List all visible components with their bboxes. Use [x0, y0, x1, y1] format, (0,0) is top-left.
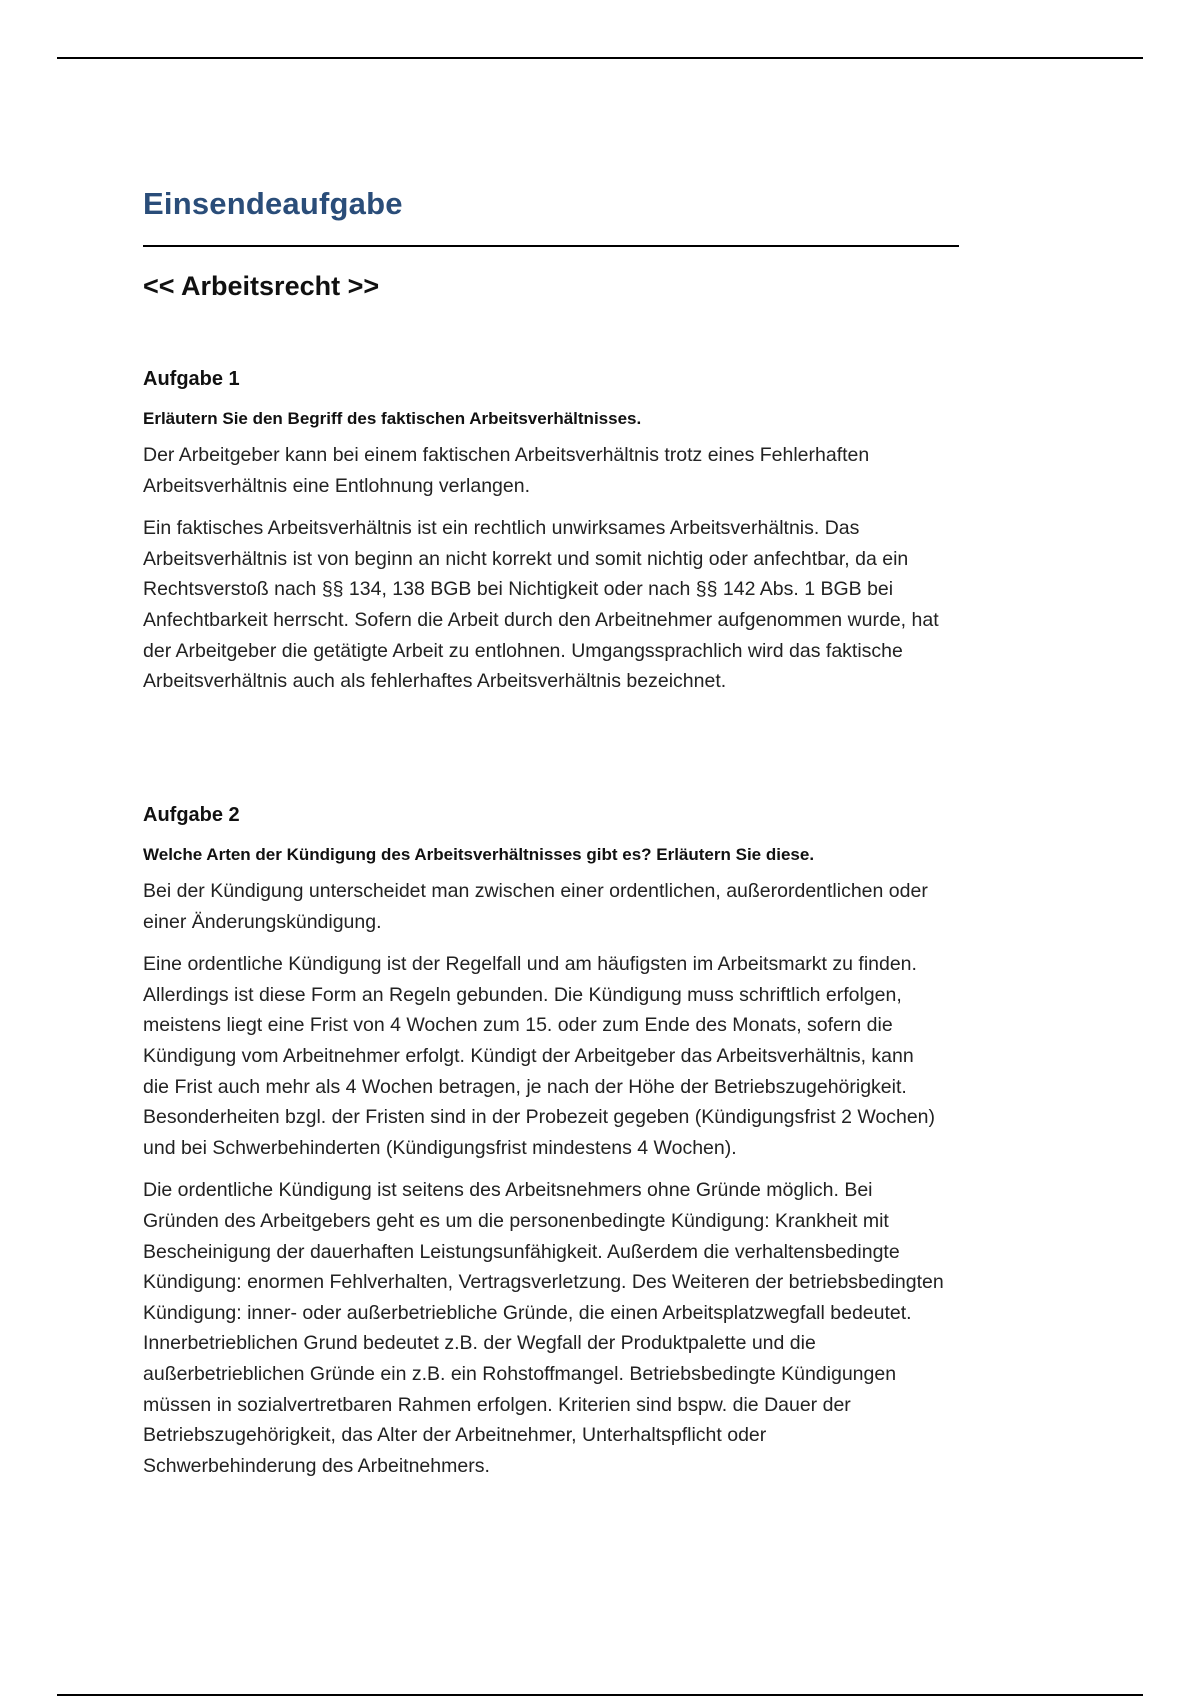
section-aufgabe-2	[143, 803, 1063, 1493]
section-heading: Aufgabe 1	[143, 368, 240, 390]
footer-rule	[57, 1694, 1143, 1696]
answer-paragraph: Bei der Kündigung unterscheidet man zwischen einer ordentlichen, außerordentlichen oder einer Änderungskündigung.	[143, 880, 928, 933]
answer-paragraph: Die ordentliche Kündigung ist seitens des Arbeitsnehmers ohne Gründe möglich. Bei Gründen des Arbeitgebers geht es um die personenbedingte Kündigung: Krankheit mit Bescheinigung der dauerhaften Leistungsunfähigkeit. Außerdem die verhaltensbedingte Kündigung: enormen Fehlverhalten, Vertragsverletzung. Des Weiteren der betriebsbedingten Kündigung: inner- oder außerbetriebliche Gründe, die einen Arbeitsplatzwegfall bedeutet. Innerbetrieblichen Grund bedeutet z.B. der Wegfall der Produktpalette und die außerbetrieblichen Gründe ein z.B. ein Rohstoffmangel. Betriebsbedingte Kündigungen müssen in sozialvertretbaren Rahmen erfolgen. Kriterien sind bspw. die Dauer der Betriebszugehörigkeit, das Alter der Arbeitnehmer, Unterhaltspflicht oder Schwerbehinderung des Arbeitnehmers.	[143, 1179, 944, 1477]
answer-paragraph: Eine ordentliche Kündigung ist der Regelfall und am häufigsten im Arbeitsmarkt zu finden. Allerdings ist diese Form an Regeln gebunden. Die Kündigung muss schriftlich erfolgen, meistens liegt eine Frist von 4 Wochen zum 15. oder zum Ende des Monats, sofern die Kündigung vom Arbeitnehmer erfolgt. Kündigt der Arbeitgeber das Arbeitsverhältnis, kann die Frist auch mehr als 4 Wochen betragen, je nach der Höhe der Betriebszugehörigkeit. Besonderheiten bzgl. der Fristen sind in der Probezeit gegeben (Kündigungsfrist 2 Wochen) und bei Schwerbehinderten (Kündigungsfrist mindestens 4 Wochen).	[143, 953, 936, 1159]
header-rule	[57, 57, 1143, 59]
section-heading: Aufgabe 2	[143, 804, 240, 826]
title-underline	[143, 245, 959, 247]
section-aufgabe-1	[143, 367, 1063, 709]
answer-paragraph: Ein faktisches Arbeitsverhältnis ist ein rechtlich unwirksames Arbeitsverhältnis. Das Arbeitsverhältnis ist von beginn an nicht korrekt und somit nichtig oder anfechtbar, da ein Rechtsverstoß nach §§ 134, 138 BGB bei Nichtigkeit oder nach §§ 142 Abs. 1 BGB bei Anfechtbarkeit herrscht. Sofern die Arbeit durch den Arbeitnehmer aufgenommen wurde, hat der Arbeitgeber die getätigte Arbeit zu entlohnen. Umgangssprachlich wird das faktische Arbeitsverhältnis auch als fehlerhaftes Arbeitsverhältnis bezeichnet.	[143, 517, 939, 693]
section-question: Welche Arten der Kündigung des Arbeitsverhältnisses gibt es? Erläutern Sie diese.	[143, 845, 815, 864]
section-question: Erläutern Sie den Begriff des faktischen Arbeitsverhältnisses.	[143, 409, 642, 428]
document-title: Einsendeaufgabe	[143, 186, 403, 221]
answer-paragraph: Der Arbeitgeber kann bei einem faktischen Arbeitsverhältnis trotz eines Fehlerhaften Arbeitsverhältnis eine Entlohnung verlangen.	[143, 444, 870, 497]
document-subtitle: << Arbeitsrecht >>	[143, 271, 380, 301]
